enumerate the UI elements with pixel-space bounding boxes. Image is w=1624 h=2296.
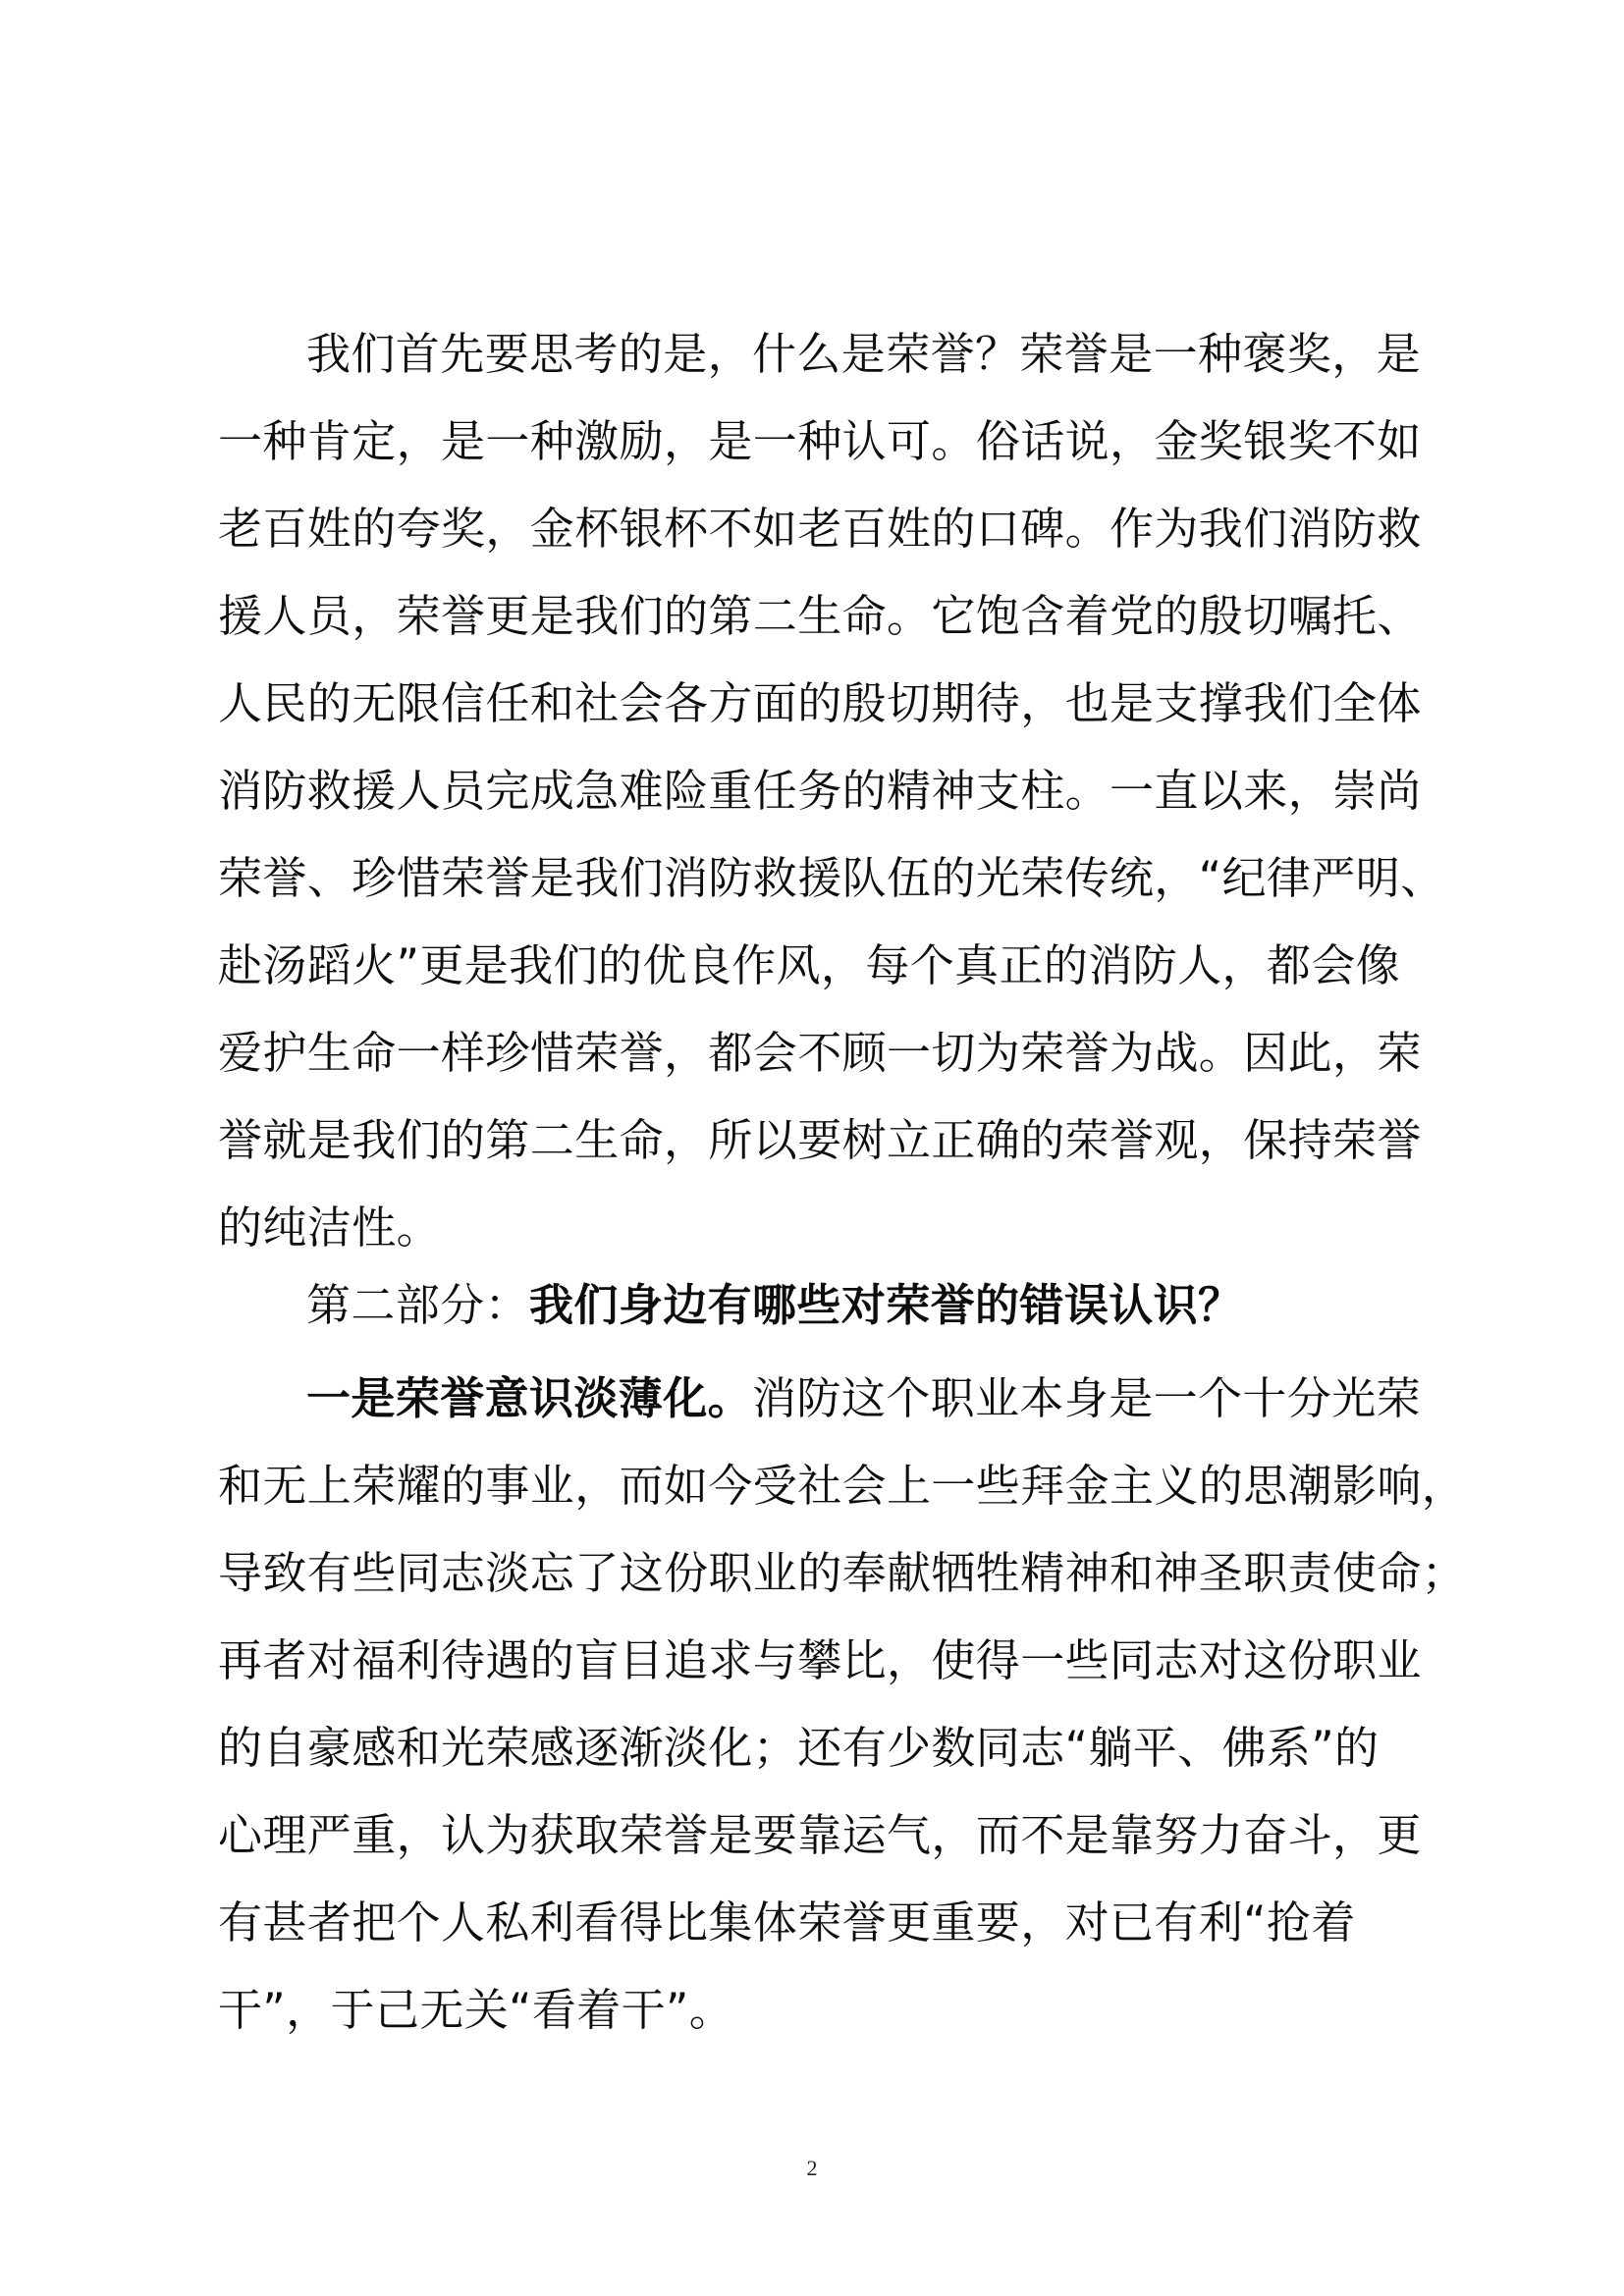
paragraph-1-line-5: 人民的无限信任和社会各方面的殷切期待，也是支撑我们全体 — [218, 677, 1422, 729]
paragraph-2-line-3: 导致有些同志淡忘了这份职业的奉献牺牲精神和神圣职责使命； — [218, 1547, 1467, 1599]
paragraph-2-line-7: 有甚者把个人私利看得比集体荣誉更重要，对已有利“抢着 — [218, 1896, 1356, 1949]
paragraph-1-line-7: 荣誉、珍惜荣誉是我们消防救援队伍的光荣传统，“纪律严明、 — [218, 852, 1445, 904]
paragraph-1-line-9: 爱护生命一样珍惜荣誉，都会不顾一切为荣誉为战。因此，荣 — [218, 1027, 1422, 1079]
paragraph-2-line-6: 心理严重，认为获取荣誉是要靠运气，而不是靠努力奋斗，更 — [218, 1809, 1422, 1861]
paragraph-2-line-1 — [306, 1369, 1421, 1428]
paragraph-2-lead: 一是荣誉意识淡薄化。 — [306, 1372, 753, 1424]
section-heading — [306, 1276, 1242, 1335]
paragraph-1-line-11: 的纯洁性。 — [218, 1201, 442, 1254]
paragraph-2-line-8: 干”，于己无关“看着干”。 — [218, 1984, 734, 2036]
paragraph-2-line-5: 的自豪感和光荣感逐渐淡化；还有少数同志“躺平、佛系”的 — [218, 1722, 1380, 1774]
paragraph-1-line-3: 老百姓的夸奖，金杯银杯不如老百姓的口碑。作为我们消防救 — [218, 503, 1422, 555]
section-heading-title: 我们身边有哪些对荣誉的错误认识？ — [529, 1279, 1243, 1331]
paragraph-2-line-4: 再者对福利待遇的盲目追求与攀比，使得一些同志对这份职业 — [218, 1634, 1422, 1686]
paragraph-2-first-line-rest: 消防这个职业本身是一个十分光荣 — [752, 1372, 1422, 1424]
paragraph-1-line-4: 援人员，荣誉更是我们的第二生命。它饱含着党的殷切嘱托、 — [218, 590, 1422, 642]
paragraph-1-line-6: 消防救援人员完成急难险重任务的精神支柱。一直以来，崇尚 — [218, 765, 1422, 817]
page-number: 2 — [806, 2156, 818, 2180]
paragraph-1-line-1: 我们首先要思考的是，什么是荣誉？荣誉是一种褒奖，是 — [306, 328, 1422, 380]
paragraph-1-line-10: 誉就是我们的第二生命，所以要树立正确的荣誉观，保持荣誉 — [218, 1114, 1422, 1166]
paragraph-2-line-2: 和无上荣耀的事业，而如今受社会上一些拜金主义的思潮影响， — [218, 1460, 1467, 1512]
section-heading-prefix: 第二部分： — [306, 1279, 530, 1331]
paragraph-1-line-2: 一种肯定，是一种激励，是一种认可。俗话说，金奖银奖不如 — [218, 415, 1422, 467]
paragraph-1-line-8: 赴汤蹈火”更是我们的优良作风，每个真正的消防人，都会像 — [218, 939, 1401, 991]
